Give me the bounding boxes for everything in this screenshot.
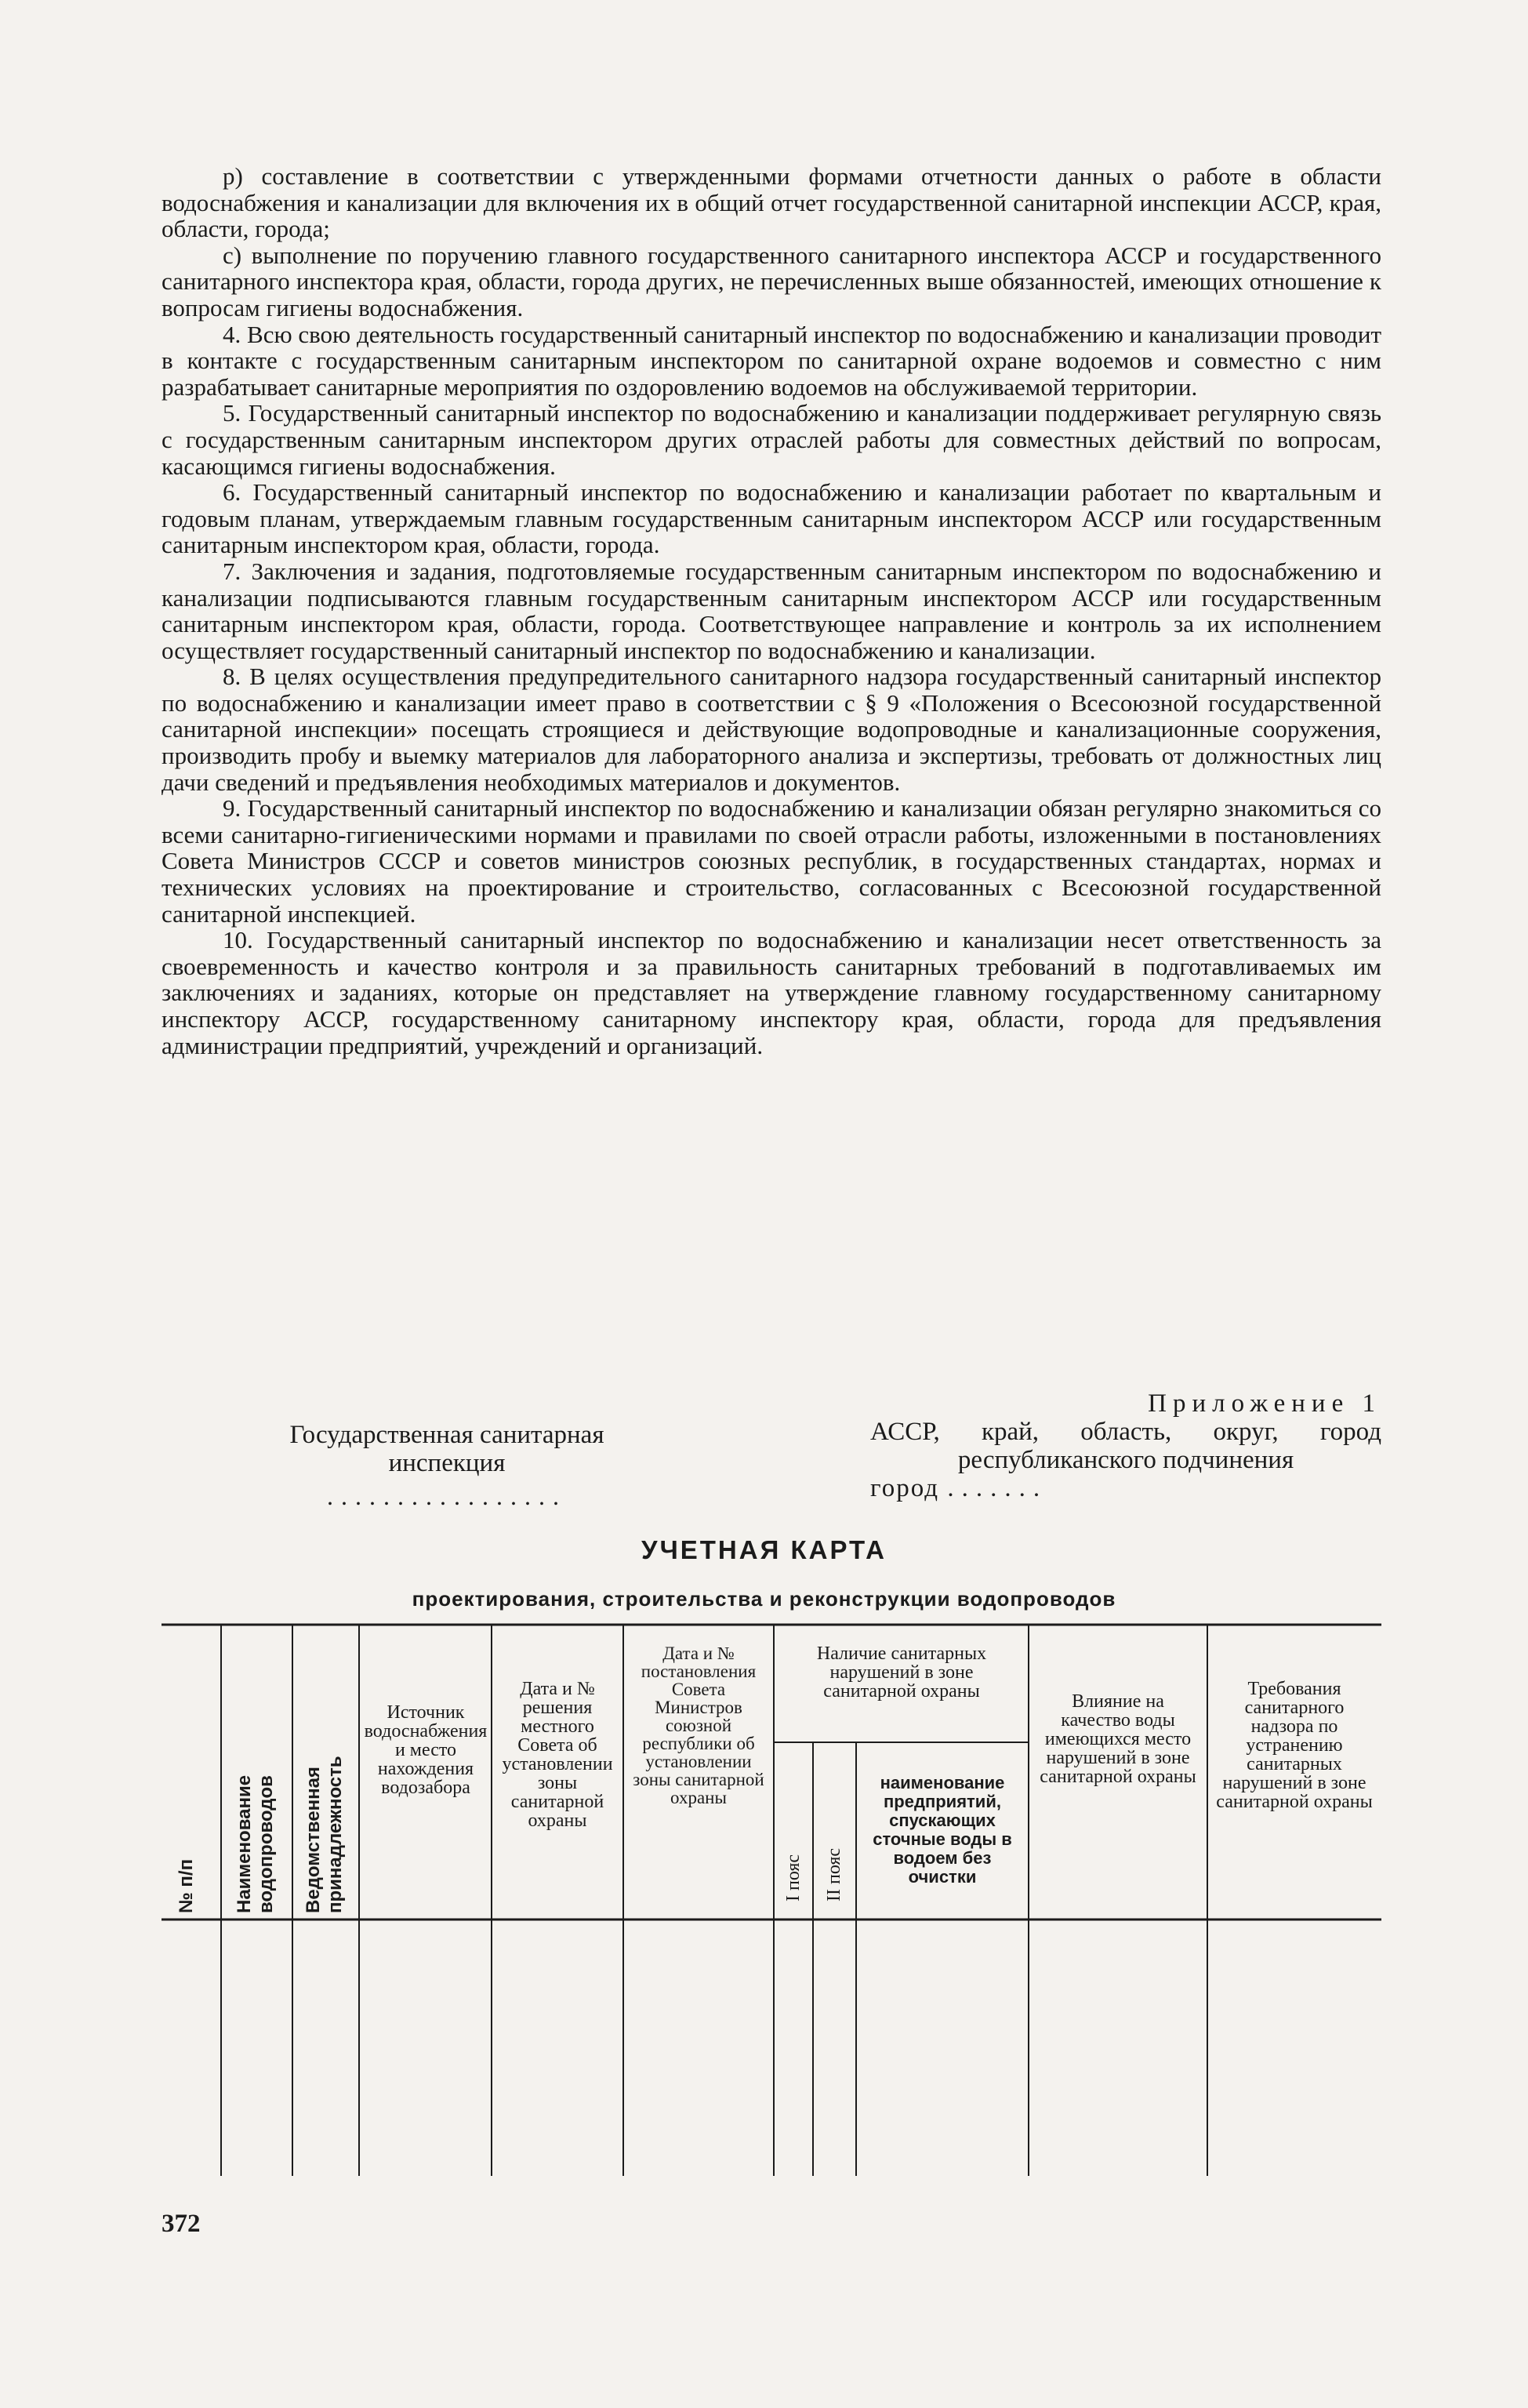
header-influence: Влияние на качество воды имеющихся место нарушений в зоне санитарной охраны <box>1040 1691 1196 1787</box>
appendix-label: Приложение 1 <box>1148 1389 1381 1418</box>
appendix-city: город <box>870 1474 940 1502</box>
paragraph-10: 10. Государственный санитарный инспектор по водоснабжению и канализации несет ответственность за своевременность и качество контроля и за правильность санитарных требований в подготавливаемых им заключениях и заданиях, которые он представляет на утверждение главному государственному санитарному инспектору АССР, государственному санитарному инспектору края, области, города для предъявления администрации предприятий, учреждений и организаций. <box>162 926 1381 1059</box>
appendix-city-dots: ....... <box>947 1474 1048 1502</box>
header-number: № п/п <box>176 1858 197 1913</box>
appendix-line3: республиканского подчинения <box>957 1446 1294 1474</box>
paragraph-9: 9. Государственный санитарный инспектор по водоснабжению и канализации обязан регулярно знакомиться со всеми санитарно-гигиеническими нормами и правилами по своей отрасли работы, изложенными в постановлениях Совета Министров СССР и советов министров союзных республик, в государственных стандартах, нормах и технических условиях на проектирование и строительство, согласованных с Всесоюзной государственной санитарной инспекцией. <box>162 794 1381 928</box>
header-department: Ведомственная принадлежность <box>303 1756 346 1913</box>
paragraph-5: 5. Государственный санитарный инспектор по водоснабжению и канализации поддерживает регулярную связь с государственным санитарным инспектором других отраслей работы для совместных действий по вопросам, касающимся гигиены водоснабжения. <box>162 399 1381 480</box>
paragraph-6: 6. Государственный санитарный инспектор по водоснабжению и канализации работает по квартальным и годовым планам, утверждаемым главным государственным санитарным инспектором АССР или государственным санитарным инспектором края, области, города. <box>162 478 1381 559</box>
inspection-line2: инспекция <box>388 1449 506 1477</box>
header-local-decision: Дата и № решения местного Совета об установлении зоны санитарной охраны <box>502 1679 613 1831</box>
paragraph-7: 7. Заключения и задания, подготовляемые государственным санитарным инспектором по водоснабжению и канализации подписываются главным государственным санитарным инспектором АССР или государственным санитарным инспектором края, области, города. Соответствующее направление и контроль за их исполнением осуществляет государственный санитарный инспектор по водоснабжению и канализации. <box>162 557 1381 664</box>
page-number: 372 <box>162 2210 201 2238</box>
header-pipeline-name: Наименование водопроводов <box>234 1774 277 1913</box>
header-zone-1: I пояс <box>783 1854 804 1901</box>
header-requirements: Требования санитарного надзора по устранению санитарных нарушений в зоне санитарной охраны <box>1216 1679 1373 1812</box>
header-violations: Наличие санитарных нарушений в зоне санитарной охраны <box>816 1643 987 1702</box>
header-zone-2: II пояс <box>824 1847 844 1901</box>
header-enterprises: наименование предприятий, спускающих сточные воды в водоем без очистки <box>873 1773 1012 1887</box>
card-subtitle: проектирования, строительства и реконструкции водопроводов <box>412 1587 1116 1611</box>
paragraph-4: 4. Всю свою деятельность государственный санитарный инспектор по водоснабжению и канализации проводит в контакте с государственным санитарным инспектором по санитарной охране водоемов и совместно с ним разрабатывает санитарные мероприятия по оздоровлению водоемов на обслуживаемой территории. <box>162 320 1381 401</box>
appendix-line2: АССР, край, область, округ, город <box>870 1418 1381 1446</box>
inspection-line1: Государственная санитарная <box>289 1421 604 1449</box>
card-title: УЧЕТНАЯ КАРТА <box>641 1535 887 1564</box>
paragraph-r: р) составление в соответствии с утвержденными формами отчетности данных о работе в области водоснабжения и канализации для включения их в общий отчет государственной санитарной инспекции АССР, края, области, города; <box>162 162 1381 243</box>
paragraph-s: с) выполнение по поручению главного государственного санитарного инспектора АССР и государственного санитарного инспектора края, области, города других, не перечисленных выше обязанностей, имеющих отношение к вопросам гигиены водоснабжения. <box>162 241 1381 321</box>
inspection-dots: ................. <box>327 1482 567 1510</box>
header-source: Источник водоснабжения и место нахождения водозабора <box>364 1702 488 1798</box>
paragraph-8: 8. В целях осуществления предупредительного санитарного надзора государственный санитарный инспектор по водоснабжению и канализации имеет право в соответствии с § 9 «Положения о Всесоюзной государственной санитарной инспекции» посещать строящиеся и действующие водопроводные и канализационные сооружения, производить пробу и выемку материалов для лабораторного анализа и экспертизы, требовать от должностных лиц дачи сведений и предъявления необходимых материалов и документов. <box>162 663 1381 796</box>
header-council-decision: Дата и № постановления Совета Министров союзной республики об установлении зоны санитарной охраны <box>633 1643 764 1807</box>
